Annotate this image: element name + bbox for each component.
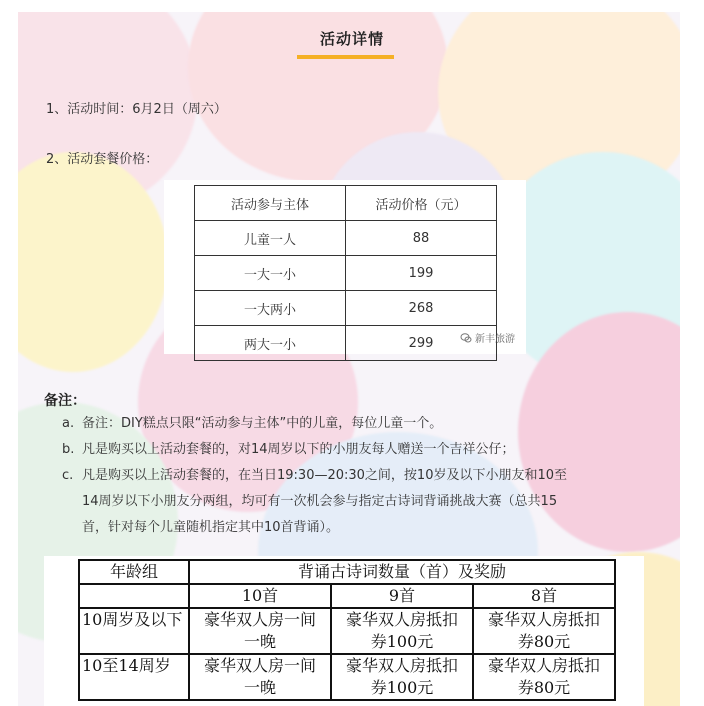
activity-time: 1、活动时间：6月2日（周六） <box>46 102 227 117</box>
table-header: 活动价格（元） <box>346 186 497 221</box>
price-table <box>194 185 497 361</box>
table-cell: 豪华双人房一间 一晚 <box>189 608 331 654</box>
table-cell: 9首 <box>331 584 473 608</box>
note-text: 备注：DIY糕点只限“活动参与主体”中的儿童，每位儿童一个。 <box>82 416 443 431</box>
price-table-card <box>164 180 526 354</box>
note-item <box>62 411 652 437</box>
table-row <box>195 221 497 256</box>
table-cell: 8首 <box>473 584 615 608</box>
note-item <box>62 437 652 463</box>
table-cell: 豪华双人房抵扣 券100元 <box>331 654 473 700</box>
note-label: c. <box>62 468 74 483</box>
table-cell: 两大一小 <box>195 326 346 361</box>
table-cell: 豪华双人房抵扣 券80元 <box>473 608 615 654</box>
table-cell: 豪华双人房抵扣 券80元 <box>473 654 615 700</box>
table-cell: 10周岁及以下 <box>79 608 189 654</box>
table-cell: 88 <box>346 221 497 256</box>
table-cell: 199 <box>346 256 497 291</box>
table-cell: 299 <box>346 326 497 361</box>
table-cell: 一大一小 <box>195 256 346 291</box>
table-header-row <box>79 560 615 584</box>
watermark <box>460 330 515 345</box>
note-text: 首，针对每个儿童随机指定其中10首背诵）。 <box>82 520 340 535</box>
table-cell: 一大两小 <box>195 291 346 326</box>
note-text: 凡是购买以上活动套餐的，对14周岁以下的小朋友每人赠送一个吉祥公仔； <box>82 442 515 457</box>
table-cell: 儿童一人 <box>195 221 346 256</box>
table-cell: 10首 <box>189 584 331 608</box>
notes-title: 备注： <box>44 393 86 409</box>
table-header: 年龄组 <box>79 560 189 584</box>
note-label: a. <box>62 416 75 431</box>
package-price-heading: 2、活动套餐价格： <box>46 152 159 167</box>
table-header: 活动参与主体 <box>195 186 346 221</box>
table-cell: 豪华双人房一间 一晚 <box>189 654 331 700</box>
table-row <box>195 326 497 361</box>
table-header-row <box>195 186 497 221</box>
table-row <box>195 256 497 291</box>
section-header <box>0 28 704 49</box>
title-underline <box>297 55 394 59</box>
table-row <box>79 608 615 654</box>
table-row <box>79 584 615 608</box>
reward-table <box>78 559 616 701</box>
note-text: 14周岁以下小朋友分两组，均可有一次机会参与指定古诗词背诵挑战大赛（总共15 <box>82 494 558 509</box>
watermark-text: 新丰旅游 <box>475 334 515 345</box>
table-row <box>195 291 497 326</box>
table-header: 背诵古诗词数量（首）及奖励 <box>189 560 615 584</box>
wechat-icon <box>460 332 472 344</box>
table-row <box>79 654 615 700</box>
table-cell: 268 <box>346 291 497 326</box>
reward-table-card <box>44 556 644 706</box>
table-cell <box>79 584 189 608</box>
note-text: 凡是购买以上活动套餐的，在当日19:30—20:30之间，按10岁及以下小朋友和10至 <box>82 468 568 483</box>
note-label: b. <box>62 442 75 457</box>
table-cell: 10至14周岁 <box>79 654 189 700</box>
table-cell: 豪华双人房抵扣 券100元 <box>331 608 473 654</box>
note-item <box>62 463 652 541</box>
section-title: 活动详情 <box>319 30 384 48</box>
